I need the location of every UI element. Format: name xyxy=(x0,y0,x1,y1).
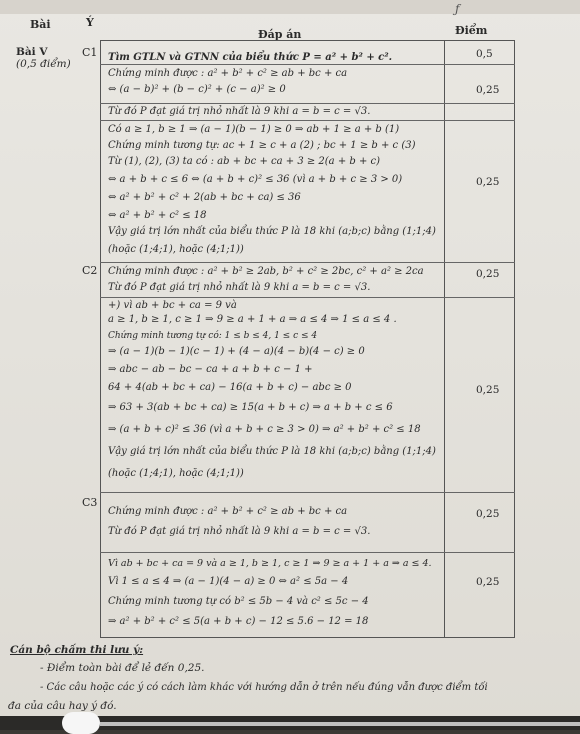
row-divider xyxy=(100,492,515,493)
row-divider xyxy=(100,297,515,298)
c2-line: ⇒ (a − 1)(b − 1)(c − 1) + (4 − a)(4 − b)(4 − c) ≥ 0 xyxy=(108,346,365,357)
c1-line: ⇔ (a − b)² + (b − c)² + (c − a)² ≥ 0 xyxy=(108,84,286,95)
c2-line: ⇒ abc − ab − bc − ca + a + b + c − 1 + xyxy=(108,364,313,375)
score: 0,25 xyxy=(476,84,500,96)
footer-note: - Điểm toàn bài để lẻ đến 0,25. xyxy=(40,662,205,674)
question-id: C1 xyxy=(82,46,98,59)
c3-line: Vì 1 ≤ a ≤ 4 ⇒ (a − 1)(4 − a) ≥ 0 ⇔ a² ≤ 5a − 4 xyxy=(108,576,349,587)
c2-line: a ≥ 1, b ≥ 1, c ≥ 1 ⇒ 9 ≥ a + 1 + a ⇒ a ≤ 4 ⇒ 1 ≤ a ≤ 4 . xyxy=(108,314,397,325)
c1-line: ⇔ a + b + c ≤ 6 ⇔ (a + b + c)² ≤ 36 (vì a + b + c ≥ 3 > 0) xyxy=(108,174,403,185)
c2-line: (hoặc (1;4;1), hoặc (4;1;1)) xyxy=(108,468,244,479)
row-divider xyxy=(100,262,515,263)
footer-note: - Các câu hoặc các ý có cách làm khác với hướng dẫn ở trên nếu đúng vẫn được điểm tối xyxy=(40,682,488,693)
c1-line: Tìm GTLN và GTNN của biểu thức P = a² + b² + c². xyxy=(108,52,393,63)
col-divider xyxy=(444,40,445,638)
top-mark: ƒ xyxy=(455,2,460,16)
c1-line: ⇔ a² + b² + c² + 2(ab + bc + ca) ≤ 36 xyxy=(108,192,301,203)
row-divider xyxy=(100,103,515,104)
header-bai: Bài xyxy=(30,18,51,31)
header-score: Điểm xyxy=(455,24,488,37)
score: 0,25 xyxy=(476,384,500,396)
header-answer: Đáp án xyxy=(258,28,302,41)
top-strip xyxy=(0,0,580,14)
question-id: C3 xyxy=(82,496,98,509)
c1-line: Từ (1), (2), (3) ta có : ab + bc + ca + 3 ≥ 2(a + b + c) xyxy=(108,156,381,167)
scrubber-handle[interactable] xyxy=(62,712,100,734)
c3-line: Chứng minh được : a² + b² + c² ≥ ab + bc + ca xyxy=(108,506,348,517)
row-divider xyxy=(100,120,515,121)
footer-title: Cán bộ chấm thi lưu ý: xyxy=(10,644,144,656)
c2-line: ⇒ (a + b + c)² ≤ 36 (vì a + b + c ≥ 3 > 0) ⇒ a² + b² + c² ≤ 18 xyxy=(108,424,421,435)
c2-line: Chứng minh tương tự có: 1 ≤ b ≤ 4, 1 ≤ c ≤ 4 xyxy=(108,331,318,341)
c2-line: ⇒ 63 + 3(ab + bc + ca) ≥ 15(a + b + c) ⇒ a + b + c ≤ 6 xyxy=(108,402,393,413)
c3-line: Từ đó P đạt giá trị nhỏ nhất là 9 khi a = b = c = √3. xyxy=(108,526,371,537)
c1-line: (hoặc (1;4;1), hoặc (4;1;1)) xyxy=(108,244,244,255)
row-divider xyxy=(100,64,515,65)
row-divider xyxy=(100,552,515,553)
c3-line: Vì ab + bc + ca = 9 và a ≥ 1, b ≥ 1, c ≥ 1 ⇒ 9 ≥ a + 1 + a ⇒ a ≤ 4. xyxy=(108,558,432,569)
footer-note: đa của câu hay ý đó. xyxy=(8,700,117,712)
col-divider xyxy=(100,40,101,638)
c1-line: Chứng minh tương tự: ac + 1 ≥ c + a (2) ; bc + 1 ≥ b + c (3) xyxy=(108,140,416,151)
c2-line: Chứng minh được : a² + b² ≥ 2ab, b² + c² ≥ 2bc, c² + a² ≥ 2ca xyxy=(108,266,424,277)
c1-line: ⇔ a² + b² + c² ≤ 18 xyxy=(108,210,207,221)
progress-bar[interactable] xyxy=(100,722,580,726)
bai-points: (0,5 điểm) xyxy=(16,58,71,70)
c3-line: Chứng minh tương tự có b² ≤ 5b − 4 và c² ≤ 5c − 4 xyxy=(108,596,369,607)
c1-line: Chứng minh được : a² + b² + c² ≥ ab + bc + ca xyxy=(108,68,348,79)
c1-line: Từ đó P đạt giá trị nhỏ nhất là 9 khi a = b = c = √3. xyxy=(108,106,371,117)
score: 0,25 xyxy=(476,176,500,188)
score: 0,25 xyxy=(476,508,500,520)
header-y: Ý xyxy=(86,16,94,29)
c1-line: Vậy giá trị lớn nhất của biểu thức P là 18 khi (a;b;c) bằng (1;1;4) xyxy=(108,226,436,237)
score: 0,25 xyxy=(476,268,500,280)
bai-label: Bài V xyxy=(16,46,48,58)
c2-line: 64 + 4(ab + bc + ca) − 16(a + b + c) − abc ≥ 0 xyxy=(108,382,352,393)
c3-line: ⇒ a² + b² + c² ≤ 5(a + b + c) − 12 ≤ 5.6 − 12 = 18 xyxy=(108,616,369,627)
c1-line: Có a ≥ 1, b ≥ 1 ⇒ (a − 1)(b − 1) ≥ 0 ⇒ ab + 1 ≥ a + b (1) xyxy=(108,124,400,135)
c2-line: +) vì ab + bc + ca = 9 và xyxy=(108,300,237,311)
score: 0,5 xyxy=(476,48,493,60)
c2-line: Từ đó P đạt giá trị nhỏ nhất là 9 khi a = b = c = √3. xyxy=(108,282,371,293)
score: 0,25 xyxy=(476,576,500,588)
c2-line: Vậy giá trị lớn nhất của biểu thức P là 18 khi (a;b;c) bằng (1;1;4) xyxy=(108,446,436,457)
question-id: C2 xyxy=(82,264,98,277)
